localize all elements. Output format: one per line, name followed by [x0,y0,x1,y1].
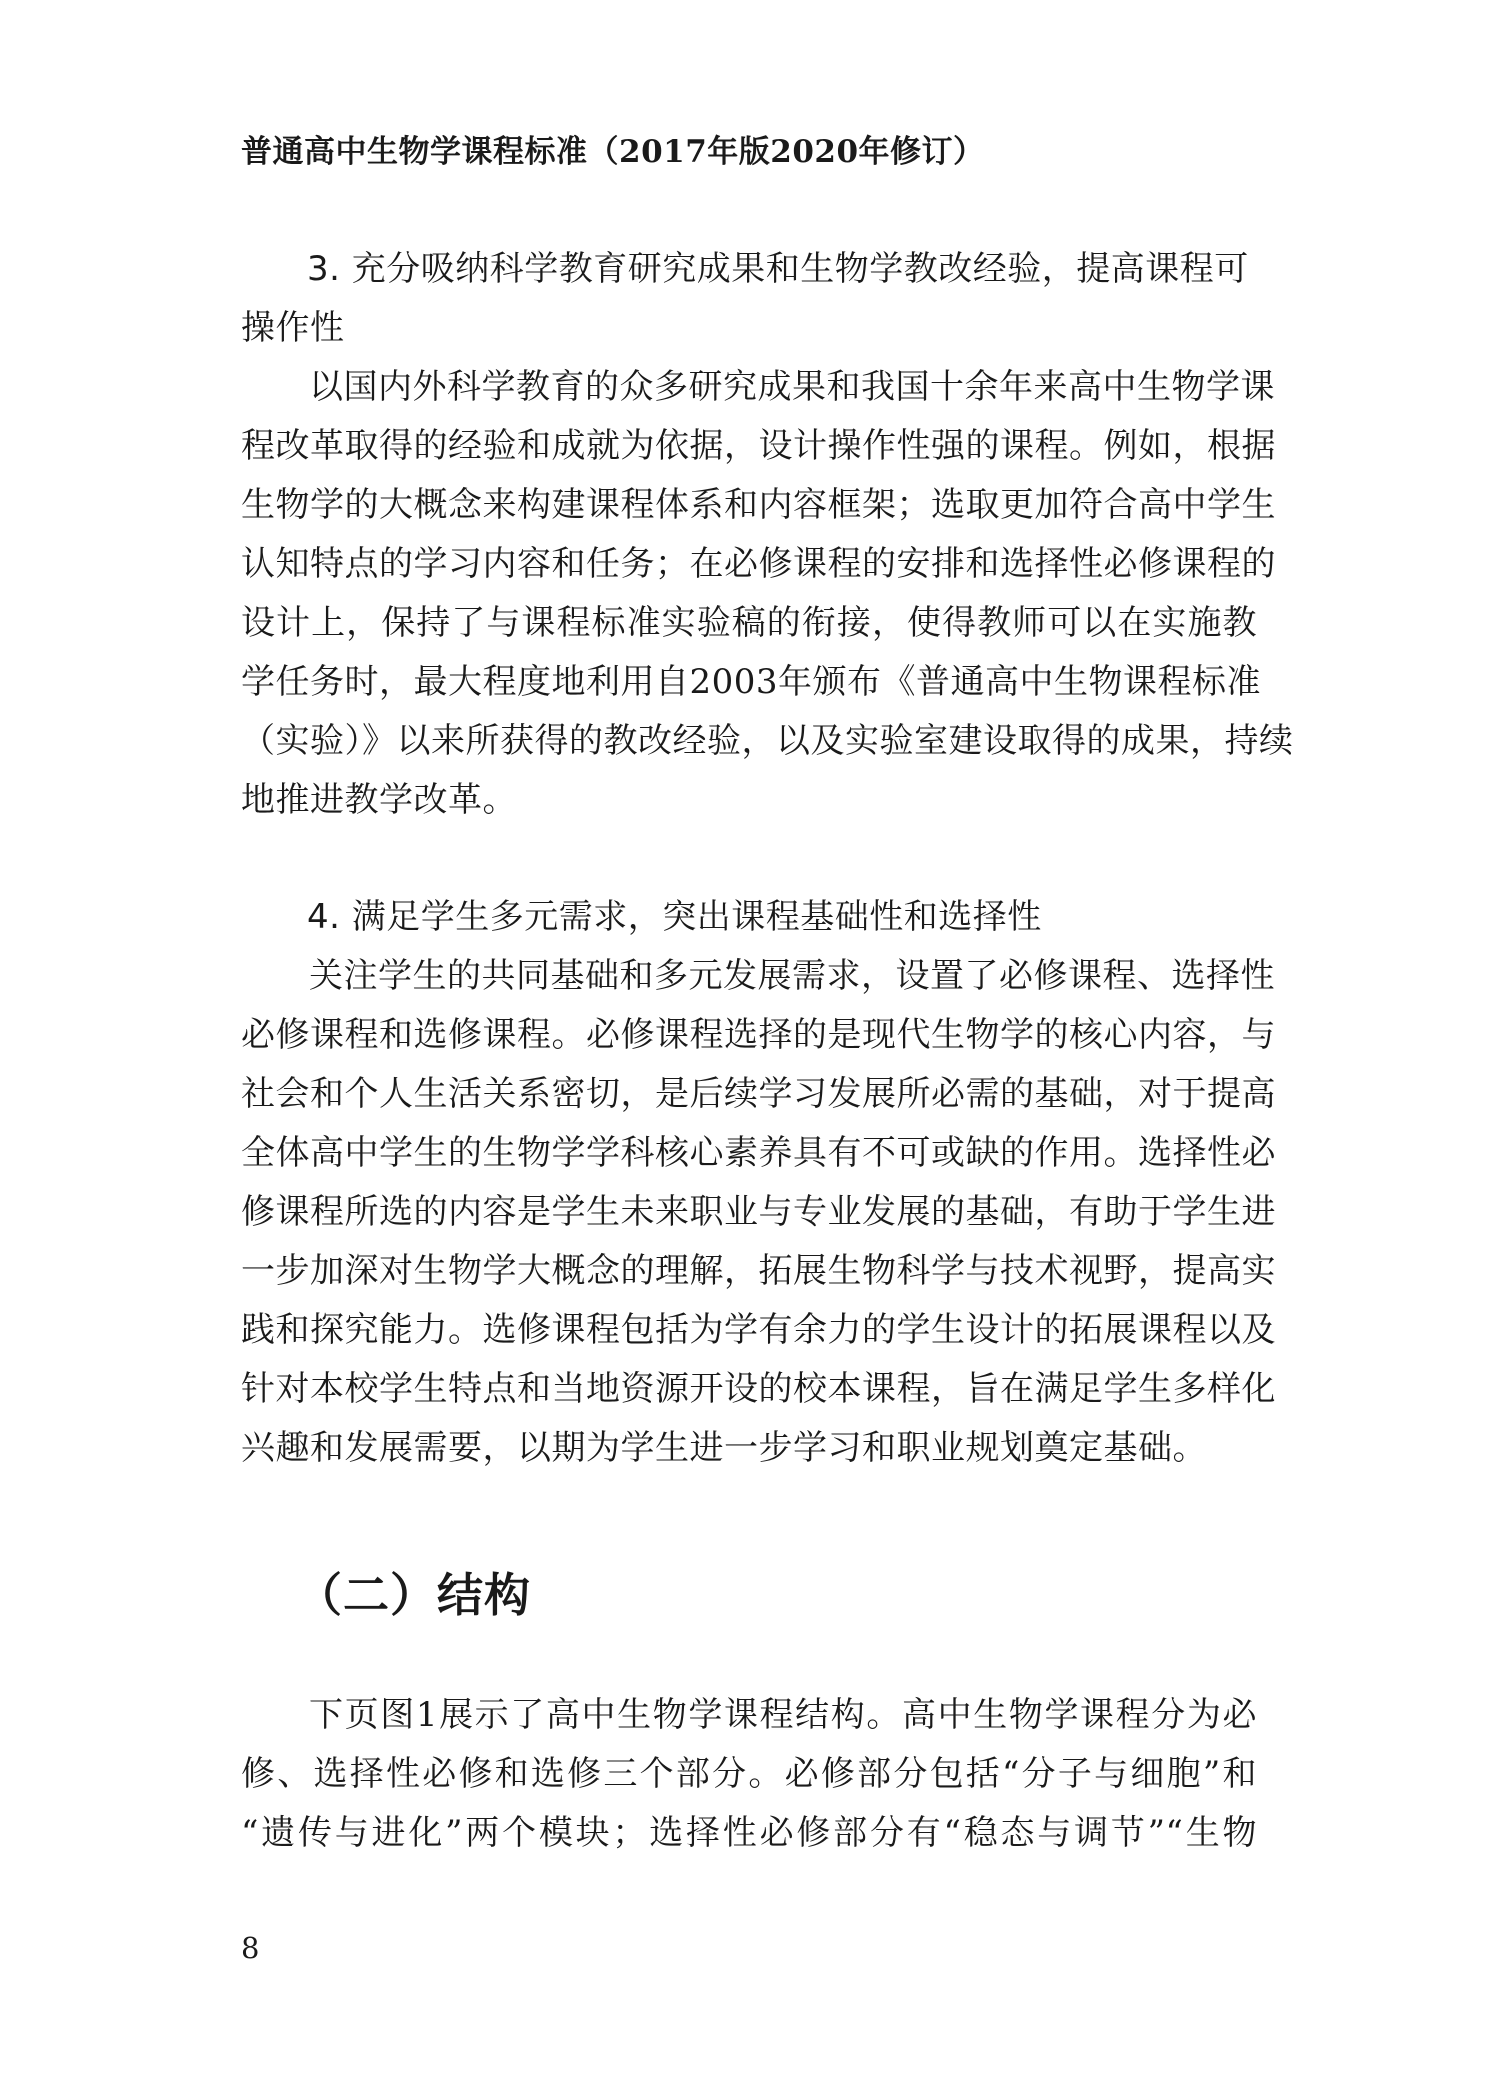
paragraph-line: 地推进教学改革。 [241,780,517,820]
paragraph-line: 针对本校学生特点和当地资源开设的校本课程，旨在满足学生多样化 [241,1369,1276,1409]
paragraph-line: 程改革取得的经验和成就为依据，设计操作性强的课程。例如，根据 [241,426,1276,466]
paragraph-line: 认知特点的学习内容和任务；在必修课程的安排和选择性必修课程的 [241,544,1276,584]
structure-paragraph [241,1686,1257,1863]
page-number: 8 [241,1931,260,1965]
paragraph-line: 关注学生的共同基础和多元发展需求，设置了必修课程、选择性 [309,956,1275,996]
paragraph-line: （实验）》以来所获得的教改经验，以及实验室建设取得的成果，持续 [241,721,1294,761]
paragraph-line: 践和探究能力。选修课程包括为学有余力的学生设计的拓展课程以及 [241,1310,1276,1350]
paragraph-line: 必修课程和选修课程。必修课程选择的是现代生物学的核心内容，与 [241,1015,1276,1055]
section-3-paragraph [241,358,1294,830]
paragraph-line: “遗传与进化”两个模块；选择性必修部分有“稳态与调节”“生物 [241,1813,1257,1853]
section-4 [241,888,1276,1478]
paragraph-line: 设计上，保持了与课程标准实验稿的衔接，使得教师可以在实施教 [241,603,1257,643]
section-title-structure: （二）结构 [296,1568,531,1622]
paragraph-line: 兴趣和发展需要，以期为学生进一步学习和职业规划奠定基础。 [241,1428,1207,1468]
section-3-heading [241,240,1257,358]
paragraph-line: 社会和个人生活关系密切，是后续学习发展所必需的基础，对于提高 [241,1074,1276,1114]
paragraph-line: 生物学的大概念来构建课程体系和内容框架；选取更加符合高中学生 [241,485,1276,525]
section-3-heading-line-1: 3. 充分吸纳科学教育研究成果和生物学教改经验，提高课程可 [307,249,1249,289]
paragraph-line: 下页图1展示了高中生物学课程结构。高中生物学课程分为必 [309,1695,1257,1735]
paragraph-line: 修课程所选的内容是学生未来职业与专业发展的基础，有助于学生进 [241,1192,1276,1232]
structure-section [241,1686,1257,1863]
running-header: 普通高中生物学课程标准（2017年版2020年修订） [241,134,985,170]
paragraph-line: 以国内外科学教育的众多研究成果和我国十余年来高中生物学课 [309,367,1275,407]
section-3 [241,240,1294,830]
paragraph-line: 全体高中学生的生物学学科核心素养具有不可或缺的作用。选择性必 [241,1133,1276,1173]
paragraph-line: 一步加深对生物学大概念的理解，拓展生物科学与技术视野，提高实 [241,1251,1276,1291]
section-4-heading: 4. 满足学生多元需求，突出课程基础性和选择性 [307,897,1042,937]
paragraph-line: 学任务时，最大程度地利用自2003年颁布《普通高中生物课程标准 [241,662,1262,702]
section-4-paragraph [241,947,1276,1478]
section-3-heading-line-2: 操作性 [241,308,345,348]
paragraph-line: 修、选择性必修和选修三个部分。必修部分包括“分子与细胞”和 [241,1754,1257,1794]
